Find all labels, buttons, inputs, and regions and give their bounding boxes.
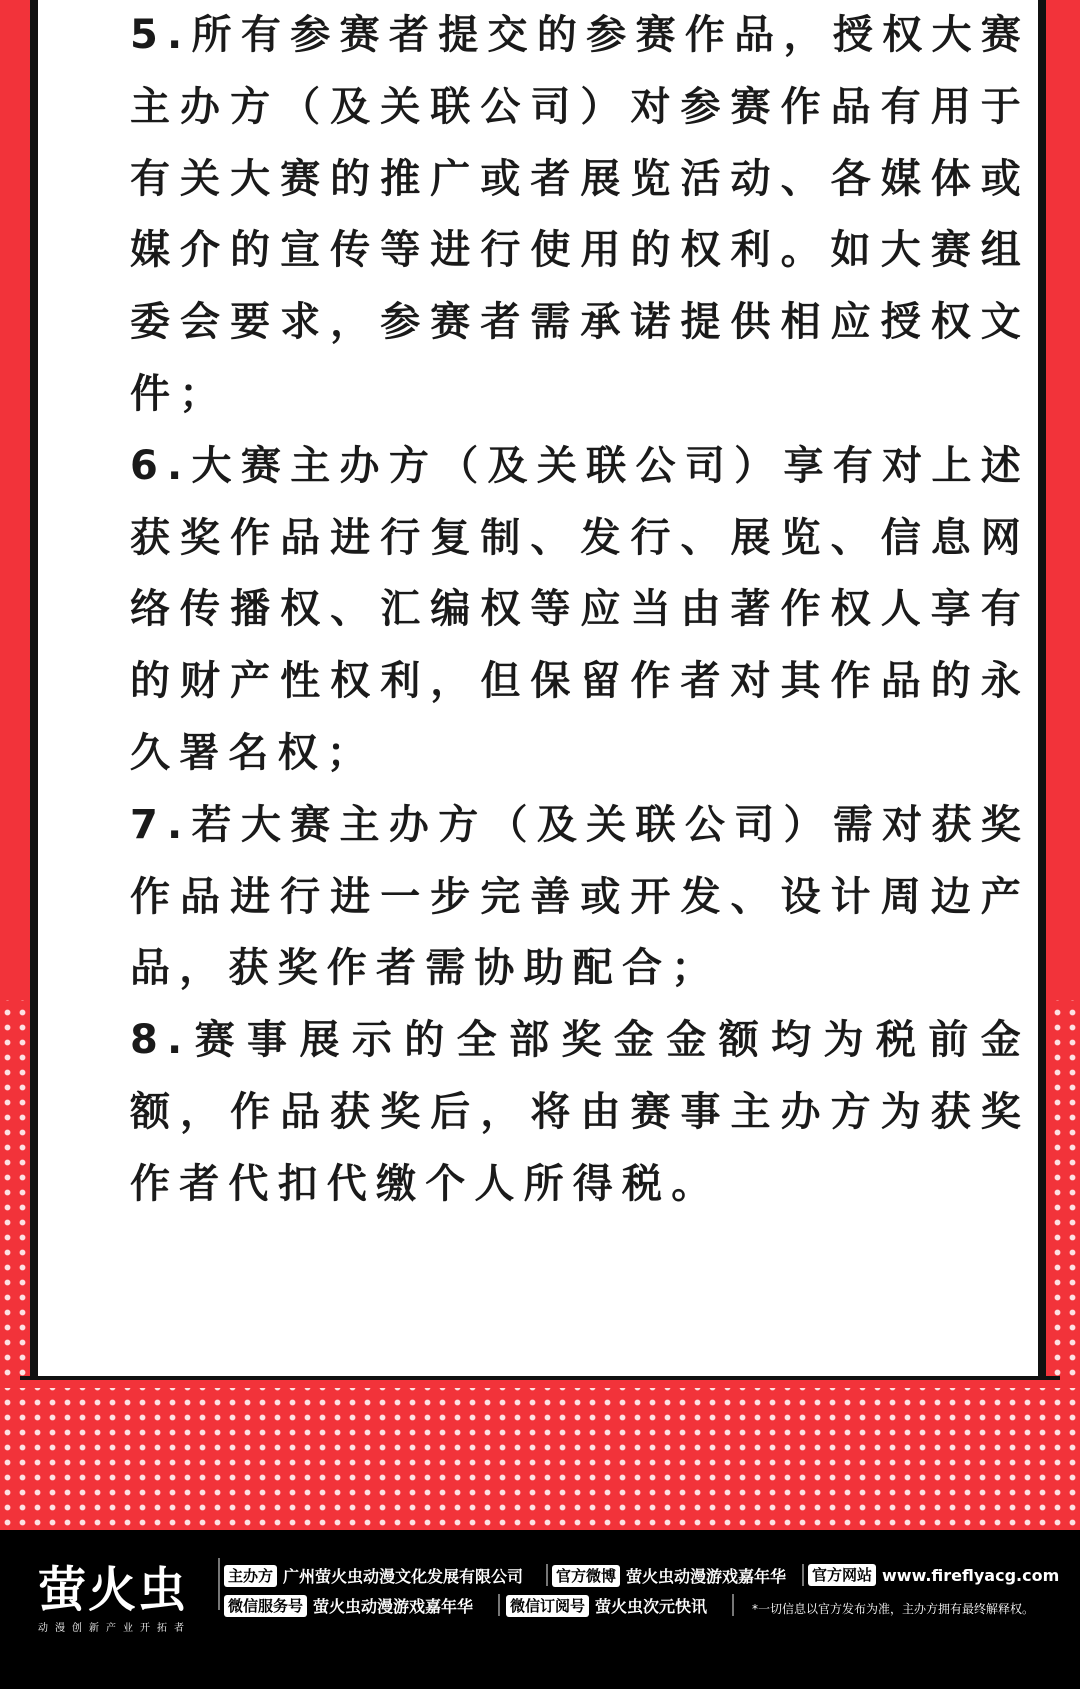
- wechat-sub-tag: 微信订阅号: [506, 1595, 589, 1617]
- disclaimer-note: *一切信息以官方发布为准，主办方拥有最终解释权。: [752, 1602, 1035, 1616]
- rule-6: 6.大赛主办方（及关联公司）享有对上述获奖作品进行复制、发行、展览、信息网络传播权、汇编权等应当由著作权人享有的财产性权利，但保留作者对其作品的永久署名权；: [130, 442, 1030, 776]
- firefly-logo: [38, 1562, 208, 1636]
- logo-wordmark: 萤火虫: [38, 1562, 189, 1618]
- footer-divider: [802, 1564, 804, 1586]
- footer-divider: [732, 1594, 734, 1616]
- rules-content: [130, 0, 1030, 1221]
- website-tag: 官方网站: [808, 1564, 876, 1586]
- organizer-tag: 主办方: [224, 1565, 277, 1587]
- weibo-tag: 官方微博: [552, 1565, 620, 1587]
- wechat-sub-value[interactable]: 萤火虫次元快讯: [595, 1597, 708, 1616]
- rule-8: 8.赛事展示的全部奖金金额均为税前金额，作品获奖后，将由赛事主办方为获奖作者代扣代缴个人所得税。: [130, 1017, 1030, 1207]
- background-right-edge: [1050, 0, 1080, 1000]
- wechat-service-value[interactable]: 萤火虫动漫游戏嘉年华: [313, 1597, 474, 1616]
- footer-divider: [498, 1594, 500, 1616]
- footer: [0, 1530, 1080, 1689]
- website-link[interactable]: www.fireflyacg.com: [882, 1565, 1060, 1585]
- rule-5: 5.所有参赛者提交的参赛作品，授权大赛主办方（及关联公司）对参赛作品有用于有关大赛的推广或者展览活动、各媒体或媒介的宣传等进行使用的权利。如大赛组委会要求，参赛者需承诺提供相应授权文件；: [130, 12, 1030, 417]
- rule-7: 7.若大赛主办方（及关联公司）需对获奖作品进行进一步完善或开发、设计周边产品，获奖作者需协助配合；: [130, 801, 1030, 992]
- organizer-row: [224, 1564, 523, 1587]
- weibo-value[interactable]: 萤火虫动漫游戏嘉年华: [626, 1567, 787, 1586]
- footer-divider: [546, 1564, 548, 1586]
- website-row: [808, 1564, 1059, 1586]
- background-left-edge: [0, 0, 30, 1000]
- organizer-value: 广州萤火虫动漫文化发展有限公司: [283, 1567, 524, 1586]
- footer-divider: [218, 1558, 220, 1610]
- wechat-service-row: [224, 1594, 473, 1617]
- rules-card: [30, 0, 1046, 1378]
- weibo-row: [552, 1564, 786, 1587]
- background-band: [0, 1380, 1080, 1388]
- wechat-sub-row: [506, 1594, 707, 1617]
- logo-slogan: 动漫创新产业开拓者: [38, 1623, 191, 1634]
- wechat-service-tag: 微信服务号: [224, 1595, 307, 1617]
